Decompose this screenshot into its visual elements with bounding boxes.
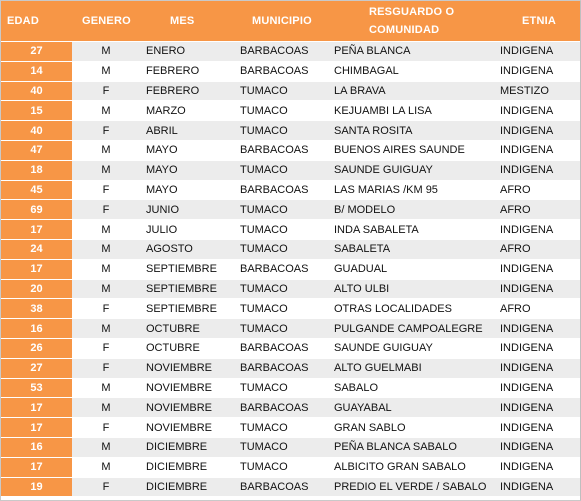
header-row [1,1,580,42]
table-row [1,121,580,141]
cell-etnia: INDIGENA [496,437,580,457]
cell-resguardo: CHIMBAGAL [330,61,496,81]
cell-etnia: INDIGENA [496,338,580,358]
cell-edad: 24 [1,239,72,259]
table-row [1,239,580,259]
cell-municipio: BARBACOAS [235,338,330,358]
cell-etnia: INDIGENA [496,477,580,497]
cell-municipio: BARBACOAS [235,42,330,62]
cell-resguardo: BUENOS AIRES SAUNDE [330,140,496,160]
cell-resguardo: KEJUAMBI LA LISA [330,101,496,121]
table-row [1,279,580,299]
table-row [1,61,580,81]
cell-etnia: INDIGENA [496,61,580,81]
cell-mes: MARZO [140,101,235,121]
table-row [1,378,580,398]
header-resguardo [330,1,496,42]
cell-mes: AGOSTO [140,239,235,259]
cell-resguardo: PULGANDE CAMPOALEGRE [330,319,496,339]
cell-mes: FEBRERO [140,61,235,81]
table-row [1,101,580,121]
cell-resguardo: LA BRAVA [330,81,496,101]
cell-resguardo: OTRAS LOCALIDADES [330,299,496,319]
cell-genero: M [72,398,140,418]
cell-etnia: INDIGENA [496,42,580,62]
cell-municipio: TUMACO [235,418,330,438]
table-row [1,81,580,101]
cell-edad: 19 [1,477,72,497]
cell-municipio: TUMACO [235,200,330,220]
cell-municipio: BARBACOAS [235,140,330,160]
cell-resguardo: SABALETA [330,239,496,259]
cell-mes: MAYO [140,160,235,180]
header-resguardo-line2: COMUNIDAD [369,24,440,36]
cell-municipio: TUMACO [235,121,330,141]
cell-municipio: TUMACO [235,299,330,319]
table-row [1,299,580,319]
cell-genero: F [72,200,140,220]
cell-mes: NOVIEMBRE [140,418,235,438]
cell-mes: JUNIO [140,200,235,220]
cell-edad: 17 [1,418,72,438]
cell-mes: OCTUBRE [140,338,235,358]
cell-edad: 17 [1,398,72,418]
cell-edad: 40 [1,121,72,141]
cell-resguardo: PEÑA BLANCA SABALO [330,437,496,457]
cell-municipio: TUMACO [235,457,330,477]
cell-resguardo: ALTO ULBI [330,279,496,299]
cell-mes: MAYO [140,140,235,160]
cell-etnia: INDIGENA [496,398,580,418]
cell-etnia: INDIGENA [496,457,580,477]
cell-municipio: BARBACOAS [235,477,330,497]
header-etnia: ETNIA [496,1,580,42]
cell-mes: ENERO [140,42,235,62]
table-row [1,477,580,497]
cell-genero: M [72,42,140,62]
cell-resguardo: PEÑA BLANCA [330,42,496,62]
table-row [1,42,580,62]
cell-etnia: INDIGENA [496,220,580,240]
cell-etnia: INDIGENA [496,358,580,378]
cell-mes: DICIEMBRE [140,477,235,497]
cell-genero: M [72,378,140,398]
cell-etnia: AFRO [496,239,580,259]
cell-etnia: MESTIZO [496,81,580,101]
cell-municipio: BARBACOAS [235,259,330,279]
cell-genero: F [72,121,140,141]
cell-edad: 45 [1,180,72,200]
cell-edad: 38 [1,299,72,319]
cell-edad: 17 [1,220,72,240]
cell-genero: F [72,299,140,319]
table-row [1,140,580,160]
cell-resguardo: GRAN SABLO [330,418,496,438]
cell-edad: 16 [1,437,72,457]
cell-resguardo: SAUNDE GUIGUAY [330,160,496,180]
cell-municipio: TUMACO [235,239,330,259]
cell-etnia: INDIGENA [496,160,580,180]
cell-genero: M [72,61,140,81]
cell-municipio: TUMACO [235,319,330,339]
table-row [1,457,580,477]
cell-municipio: BARBACOAS [235,398,330,418]
cell-mes: SEPTIEMBRE [140,279,235,299]
cell-edad: 40 [1,81,72,101]
cell-genero: M [72,160,140,180]
cell-resguardo: SANTA ROSITA [330,121,496,141]
cell-genero: F [72,418,140,438]
cell-genero: M [72,259,140,279]
cell-resguardo: LAS MARIAS /KM 95 [330,180,496,200]
header-resguardo-line1: RESGUARDO O [369,6,455,18]
cell-genero: F [72,338,140,358]
table-row [1,358,580,378]
cell-mes: NOVIEMBRE [140,358,235,378]
cell-resguardo: ALBICITO GRAN SABALO [330,457,496,477]
cell-genero: F [72,180,140,200]
cell-edad: 14 [1,61,72,81]
cell-edad: 53 [1,378,72,398]
cell-etnia: INDIGENA [496,319,580,339]
cell-genero: F [72,81,140,101]
cell-mes: NOVIEMBRE [140,398,235,418]
header-edad: EDAD [1,1,72,42]
cell-municipio: TUMACO [235,101,330,121]
cell-genero: M [72,220,140,240]
cell-etnia: INDIGENA [496,259,580,279]
cell-mes: DICIEMBRE [140,457,235,477]
cell-edad: 16 [1,319,72,339]
cell-genero: M [72,239,140,259]
cell-mes: OCTUBRE [140,319,235,339]
cell-mes: JULIO [140,220,235,240]
cell-edad: 15 [1,101,72,121]
table-row [1,398,580,418]
cell-etnia: INDIGENA [496,121,580,141]
cell-municipio: BARBACOAS [235,61,330,81]
cell-municipio: TUMACO [235,279,330,299]
cell-mes: MAYO [140,180,235,200]
cell-municipio: TUMACO [235,378,330,398]
cell-edad: 27 [1,42,72,62]
cell-genero: M [72,437,140,457]
table-row [1,160,580,180]
cell-mes: SEPTIEMBRE [140,299,235,319]
cell-mes: ABRIL [140,121,235,141]
cell-resguardo: SABALO [330,378,496,398]
table-body [1,42,580,497]
cell-etnia: INDIGENA [496,378,580,398]
cell-edad: 17 [1,457,72,477]
cell-mes: DICIEMBRE [140,437,235,457]
cell-genero: F [72,358,140,378]
table-row [1,437,580,457]
header-genero: GENERO [72,1,140,42]
cell-municipio: BARBACOAS [235,358,330,378]
cell-municipio: TUMACO [235,220,330,240]
cell-edad: 17 [1,259,72,279]
cell-municipio: BARBACOAS [235,180,330,200]
cell-genero: F [72,477,140,497]
cell-edad: 27 [1,358,72,378]
table-row [1,418,580,438]
cell-etnia: AFRO [496,180,580,200]
cell-resguardo: B/ MODELO [330,200,496,220]
table-row [1,200,580,220]
table-row [1,338,580,358]
cell-municipio: TUMACO [235,437,330,457]
cell-etnia: AFRO [496,299,580,319]
header-mes: MES [140,1,235,42]
cell-resguardo: ALTO GUELMABI [330,358,496,378]
table-header [1,1,580,42]
cell-resguardo: GUADUAL [330,259,496,279]
table-row [1,180,580,200]
cell-edad: 26 [1,338,72,358]
cell-genero: M [72,140,140,160]
cell-resguardo: GUAYABAL [330,398,496,418]
cell-etnia: INDIGENA [496,279,580,299]
cell-municipio: TUMACO [235,81,330,101]
cell-edad: 69 [1,200,72,220]
cell-edad: 20 [1,279,72,299]
table-row [1,319,580,339]
cell-municipio: TUMACO [235,160,330,180]
cell-etnia: INDIGENA [496,140,580,160]
cell-etnia: AFRO [496,200,580,220]
cell-resguardo: PREDIO EL VERDE / SABALO [330,477,496,497]
cell-edad: 47 [1,140,72,160]
cell-resguardo: INDA SABALETA [330,220,496,240]
cell-etnia: INDIGENA [496,101,580,121]
table-row [1,220,580,240]
table-row [1,259,580,279]
cell-genero: M [72,101,140,121]
header-municipio: MUNICIPIO [235,1,330,42]
cell-mes: SEPTIEMBRE [140,259,235,279]
cell-etnia: INDIGENA [496,418,580,438]
cell-mes: FEBRERO [140,81,235,101]
cell-mes: NOVIEMBRE [140,378,235,398]
cell-genero: M [72,319,140,339]
cell-edad: 18 [1,160,72,180]
cell-resguardo: SAUNDE GUIGUAY [330,338,496,358]
cell-genero: M [72,457,140,477]
cases-table [1,1,580,497]
cell-genero: M [72,279,140,299]
